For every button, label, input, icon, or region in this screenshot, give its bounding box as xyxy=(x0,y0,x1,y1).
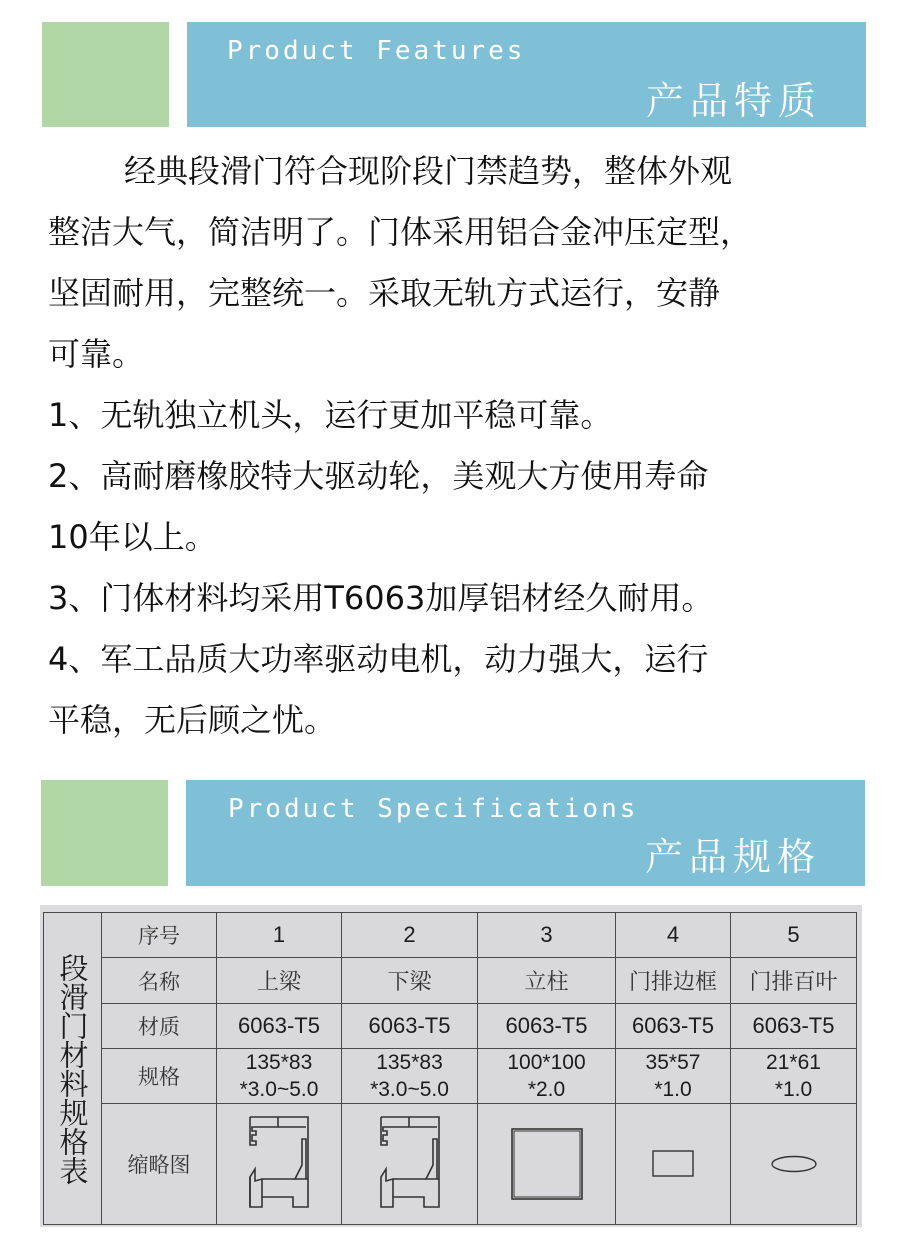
spec-table xyxy=(43,912,857,1225)
cell-index: 1 xyxy=(217,913,342,958)
row-label-index: 序号 xyxy=(102,913,217,958)
feature-item-4-cont: 平稳，无后顾之忧。 xyxy=(48,701,337,739)
cell-spec xyxy=(342,1049,478,1104)
green-accent-block xyxy=(41,780,168,886)
specs-title-en: Product Specifications xyxy=(228,794,639,824)
cell-name: 上梁 xyxy=(217,958,342,1004)
row-label-name: 名称 xyxy=(102,958,217,1004)
cell-name: 下梁 xyxy=(342,958,478,1004)
specs-header-bar xyxy=(186,780,865,886)
row-label-thumbnail: 缩略图 xyxy=(102,1104,217,1225)
oval-profile-icon xyxy=(770,1154,818,1174)
table-row-thumbnail xyxy=(44,1104,857,1225)
cell-material: 6063-T5 xyxy=(342,1004,478,1049)
cell-index: 5 xyxy=(731,913,857,958)
spec-line: *3.0~5.0 xyxy=(370,1078,449,1101)
table-row-name xyxy=(44,958,857,1004)
spec-line: 100*100 xyxy=(507,1051,586,1074)
cell-thumbnail xyxy=(478,1104,616,1225)
spec-line: *2.0 xyxy=(527,1078,566,1101)
green-accent-block xyxy=(42,22,169,127)
bottom-beam-profile-icon xyxy=(379,1115,441,1213)
spec-line: 135*83 xyxy=(245,1051,313,1074)
cell-name: 门排边框 xyxy=(616,958,731,1004)
feature-item-2-cont: 10年以上。 xyxy=(48,518,217,556)
cell-thumbnail xyxy=(342,1104,478,1225)
feature-item-4: 4、军工品质大功率驱动电机，动力强大，运行 xyxy=(48,640,709,678)
row-label-material: 材质 xyxy=(102,1004,217,1049)
intro-line: 可靠。 xyxy=(48,335,145,373)
cell-thumbnail xyxy=(217,1104,342,1225)
top-beam-profile-icon xyxy=(248,1115,310,1213)
features-text xyxy=(48,141,868,751)
cell-spec xyxy=(217,1049,342,1104)
cell-material: 6063-T5 xyxy=(731,1004,857,1049)
cell-name: 门排百叶 xyxy=(731,958,857,1004)
features-header-bar xyxy=(187,22,866,127)
spec-line: *1.0 xyxy=(654,1078,692,1101)
feature-item-1: 1、无轨独立机头，运行更加平稳可靠。 xyxy=(48,396,613,434)
cell-name: 立柱 xyxy=(478,958,616,1004)
square-profile-icon xyxy=(510,1127,584,1201)
cell-spec xyxy=(731,1049,857,1104)
cell-spec xyxy=(478,1049,616,1104)
feature-item-2: 2、高耐磨橡胶特大驱动轮，美观大方使用寿命 xyxy=(48,457,709,495)
features-banner xyxy=(0,0,907,140)
cell-index: 3 xyxy=(478,913,616,958)
intro-line: 整洁大气，简洁明了。门体采用铝合金冲压定型， xyxy=(48,213,753,251)
specs-title-zh: 产品规格 xyxy=(644,835,821,879)
spec-line: *3.0~5.0 xyxy=(239,1078,319,1101)
cell-material: 6063-T5 xyxy=(616,1004,731,1049)
cell-index: 4 xyxy=(616,913,731,958)
spec-line: 135*83 xyxy=(376,1051,443,1074)
cell-material: 6063-T5 xyxy=(478,1004,616,1049)
specs-banner xyxy=(0,770,907,890)
cell-thumbnail xyxy=(616,1104,731,1225)
intro-line: 经典段滑门符合现阶段门禁趋势，整体外观 xyxy=(124,152,733,190)
table-row-material xyxy=(44,1004,857,1049)
cell-material: 6063-T5 xyxy=(217,1004,342,1049)
cell-index: 2 xyxy=(342,913,478,958)
feature-item-3: 3、门体材料均采用T6063加厚铝材经久耐用。 xyxy=(48,579,714,617)
spec-line: *1.0 xyxy=(774,1078,813,1101)
table-row-spec xyxy=(44,1049,857,1104)
spec-table-panel xyxy=(40,905,862,1227)
table-side-title: 段滑门材料规格表 xyxy=(44,913,102,1225)
intro-line: 坚固耐用，完整统一。采取无轨方式运行，安静 xyxy=(48,274,721,312)
table-row-index xyxy=(44,913,857,958)
spec-line: 21*61 xyxy=(766,1051,821,1074)
cell-thumbnail xyxy=(731,1104,857,1225)
cell-spec xyxy=(616,1049,731,1104)
spec-line: 35*57 xyxy=(645,1051,701,1074)
rectangle-profile-icon xyxy=(652,1150,694,1178)
features-title-en: Product Features xyxy=(227,36,526,66)
features-title-zh: 产品特质 xyxy=(645,79,822,123)
row-label-spec: 规格 xyxy=(102,1049,217,1104)
